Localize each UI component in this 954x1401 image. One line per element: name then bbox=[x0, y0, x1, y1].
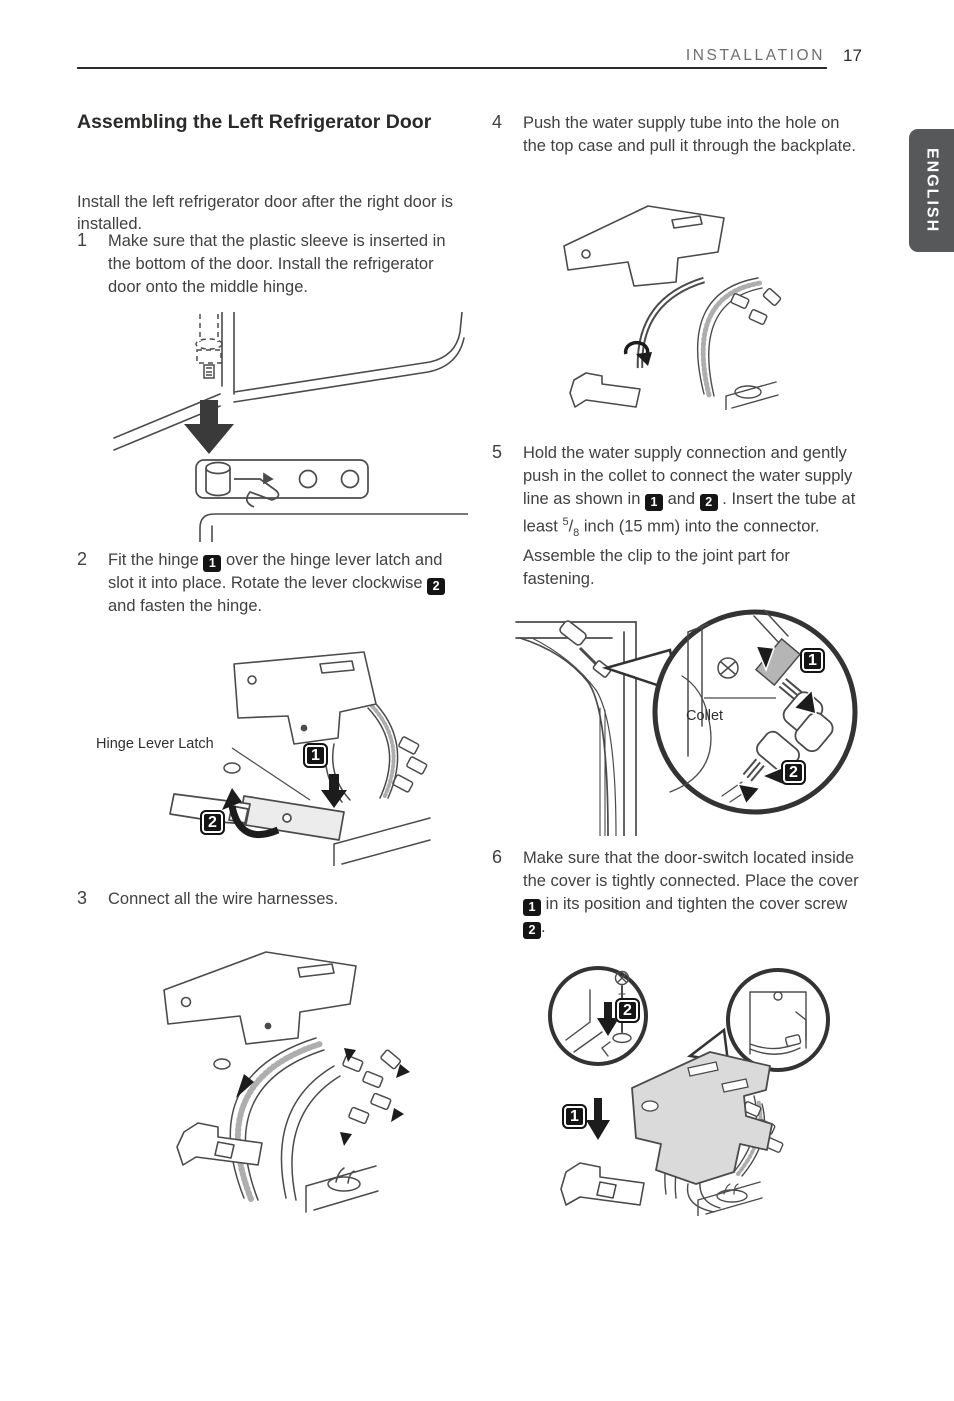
wire-harness-illustration bbox=[148, 946, 444, 1218]
magnifier-circle-right bbox=[728, 970, 828, 1070]
cover-arrow-icon bbox=[586, 1098, 610, 1140]
figure-badge-2: 2 bbox=[615, 998, 640, 1023]
step-6-text-part: in its position and tighten the cover screw bbox=[541, 895, 848, 913]
figure-step3-wire-harnesses bbox=[148, 946, 444, 1218]
fraction-denominator: 8 bbox=[573, 526, 580, 539]
header-section-title: INSTALLATION bbox=[685, 47, 825, 64]
step-6 bbox=[492, 847, 864, 939]
figure-badge-1: 1 bbox=[800, 648, 825, 673]
language-tab-label: ENGLISH bbox=[923, 147, 941, 234]
badge-2-icon: 2 bbox=[523, 922, 541, 939]
step-1-number: 1 bbox=[77, 230, 88, 250]
step-6-number: 6 bbox=[492, 847, 503, 867]
hinge-cover bbox=[164, 952, 356, 1044]
figure-badge-2: 2 bbox=[781, 760, 806, 785]
down-arrow-icon bbox=[184, 400, 234, 454]
figure-step1-door-middle-hinge bbox=[112, 312, 468, 542]
step-2-text bbox=[108, 549, 455, 618]
step-2-text-part: Fit the hinge bbox=[108, 551, 204, 569]
badge-1-icon: 1 bbox=[645, 494, 663, 511]
cover-screw-illustration bbox=[538, 956, 860, 1216]
magnifier-circle bbox=[655, 612, 855, 812]
step-6-text-part: Make sure that the door-switch located inside the cover is tightly connected. Place the cover bbox=[523, 849, 859, 890]
water-tube-illustration bbox=[556, 196, 796, 410]
hinge-lever-plate bbox=[570, 373, 640, 407]
step-4 bbox=[492, 112, 864, 158]
plastic-sleeve-dashed bbox=[196, 314, 222, 363]
step-5-text-part: . Insert the tube at least bbox=[523, 490, 856, 536]
hinge-lever-latch-label: Hinge Lever Latch bbox=[96, 736, 214, 752]
step-4-text: Push the water supply tube into the hole on the top case and pull it through the backplate. bbox=[523, 114, 856, 155]
figure-step2-hinge-lever-latch bbox=[82, 648, 434, 866]
step-6-text-part: . bbox=[541, 918, 546, 936]
badge-1-icon: 1 bbox=[203, 555, 221, 572]
figure-badge-1: 1 bbox=[562, 1104, 587, 1129]
step-4-number: 4 bbox=[492, 112, 503, 132]
middle-hinge-plate bbox=[196, 460, 368, 507]
figure-step4-water-supply-tube bbox=[556, 196, 796, 410]
hinge-lever-illustration bbox=[82, 648, 434, 866]
step-5-text-part: Hold the water supply connection and gently push in the collet to connect the water supply line as shown in bbox=[523, 444, 853, 508]
door-hinge-illustration bbox=[112, 312, 468, 542]
step-6-text bbox=[523, 847, 864, 939]
step-2-text-part: and fasten the hinge. bbox=[108, 597, 263, 615]
step-1-text: Make sure that the plastic sleeve is inserted in the bottom of the door. Install the refrigerator door onto the middle hinge. bbox=[108, 232, 446, 296]
figure-badge-2: 2 bbox=[200, 810, 225, 835]
step-2 bbox=[77, 549, 455, 618]
badge-1-icon: 1 bbox=[523, 899, 541, 916]
hinge-lever-plate bbox=[561, 1163, 644, 1205]
step-3 bbox=[77, 888, 455, 911]
collet-label: Collet bbox=[686, 708, 724, 724]
badge-2-icon: 2 bbox=[427, 578, 445, 595]
language-tab-english bbox=[909, 129, 954, 252]
intro-paragraph: Install the left refrigerator door after the right door is installed. bbox=[77, 192, 454, 233]
down-arrow-icon bbox=[321, 774, 347, 808]
step-2-number: 2 bbox=[77, 549, 88, 569]
step-5 bbox=[492, 442, 864, 591]
step-1 bbox=[77, 230, 455, 299]
wire-connectors bbox=[342, 1049, 401, 1124]
label-leader-line bbox=[232, 748, 310, 800]
hinge-cover bbox=[234, 652, 376, 744]
figure-step5-collet-connection bbox=[512, 596, 862, 836]
header-rule bbox=[77, 67, 827, 69]
step-2-text-part: over the hinge lever latch and slot it into place. Rotate the lever clockwise bbox=[108, 551, 443, 592]
badge-2-icon: 2 bbox=[700, 494, 718, 511]
figure-step6-cover-screw bbox=[538, 956, 860, 1216]
fraction-numerator: 5 bbox=[562, 516, 569, 528]
step-3-text: Connect all the wire harnesses. bbox=[108, 890, 339, 908]
hinge-cover bbox=[564, 206, 724, 286]
step-5-text-part: inch (15 mm) into the connector. Assemble the clip to the joint part for fastening. bbox=[523, 517, 820, 588]
page-title: Assembling the Left Refrigerator Door bbox=[77, 111, 432, 133]
step-3-number: 3 bbox=[77, 888, 88, 908]
step-5-text-part: and bbox=[663, 490, 700, 508]
hinge-lever-plate bbox=[177, 1123, 262, 1165]
figure-badge-1: 1 bbox=[303, 743, 328, 768]
step-5-number: 5 bbox=[492, 442, 503, 462]
header-page-number: 17 bbox=[843, 46, 862, 65]
step-5-text bbox=[523, 442, 864, 591]
fraction-slash: / bbox=[568, 517, 574, 536]
